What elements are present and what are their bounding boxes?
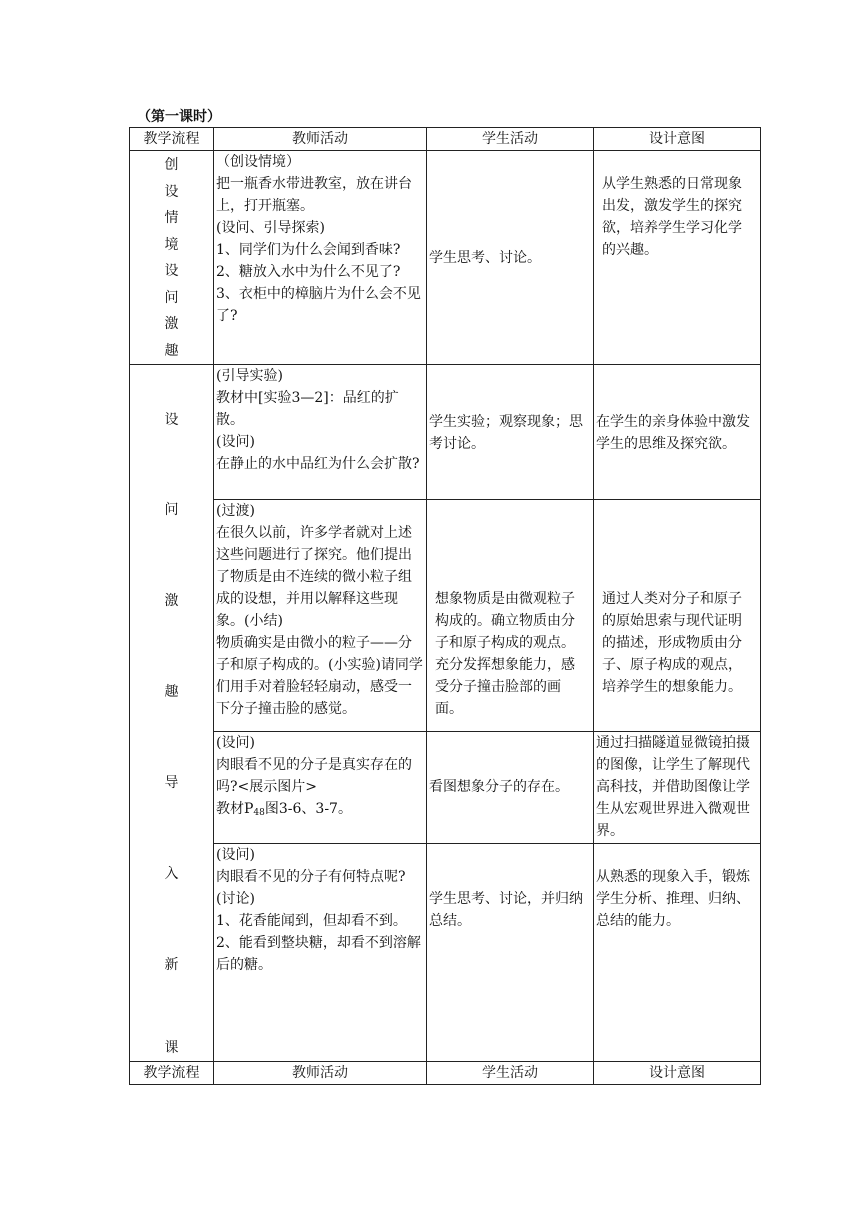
teacher-activity-cell bbox=[214, 151, 427, 365]
teacher-line: (设问、引导探索) bbox=[216, 220, 325, 236]
header-flow: 教学流程 bbox=[130, 128, 214, 151]
table-row bbox=[130, 365, 761, 500]
teacher-activity-cell bbox=[214, 365, 427, 500]
flow-char: 新 bbox=[164, 957, 179, 973]
teacher-activity-cell bbox=[214, 844, 427, 1062]
teacher-line: 2、糖放入水中为什么不见了? bbox=[216, 264, 401, 280]
flow-char: 创 bbox=[164, 157, 179, 173]
table-row bbox=[130, 732, 761, 844]
teacher-line: 教材中[实验3—2]：品红的扩散。 bbox=[216, 390, 399, 428]
header-design-intent: 设计意图 bbox=[594, 128, 761, 151]
teacher-line: (设问) bbox=[216, 847, 255, 863]
header-teacher-activity: 教师活动 bbox=[214, 128, 427, 151]
flow-char: 情 bbox=[164, 210, 179, 226]
flow-char: 设 bbox=[164, 183, 179, 200]
flow-char: 导 bbox=[164, 775, 179, 791]
design-text: 从学生熟悉的日常现象出发，激发学生的探究欲，培养学生学习化学的兴趣。 bbox=[602, 176, 742, 258]
student-activity-cell bbox=[427, 732, 594, 844]
flow-char: 问 bbox=[164, 502, 179, 518]
header-student-activity: 学生活动 bbox=[427, 128, 594, 151]
flow-char: 激 bbox=[164, 316, 179, 332]
teacher-line: 2、能看到整块糖，却看不到溶解后的糖。 bbox=[216, 935, 421, 973]
lesson-plan-table bbox=[129, 127, 761, 1085]
teacher-line-suffix: 图3-6、3-7。 bbox=[264, 801, 352, 817]
teacher-line: 肉眼看不见的分子是真实存在的吗?<展示图片> bbox=[216, 757, 412, 795]
flow-char: 境 bbox=[164, 236, 179, 253]
footer-teacher-activity: 教师活动 bbox=[214, 1062, 427, 1085]
table-row bbox=[130, 844, 761, 1062]
student-activity-cell bbox=[427, 844, 594, 1062]
table-row bbox=[130, 500, 761, 732]
design-intent-cell bbox=[594, 732, 761, 844]
teacher-line: 1、花香能闻到，但却看不到。 bbox=[216, 913, 407, 929]
footer-student-activity: 学生活动 bbox=[427, 1062, 594, 1085]
student-activity-cell bbox=[427, 151, 594, 365]
teacher-line: (讨论) bbox=[216, 891, 255, 907]
flow-char: 设 bbox=[164, 412, 179, 428]
student-text: 学生实验；观察现象；思考讨论。 bbox=[429, 414, 583, 452]
teacher-line: （创设情境） bbox=[216, 154, 300, 170]
teacher-line: (设问) bbox=[216, 735, 255, 751]
teacher-line: (过渡) bbox=[216, 503, 255, 519]
teacher-activity-cell bbox=[214, 500, 427, 732]
teacher-line: 肉眼看不见的分子有何特点呢? bbox=[216, 869, 406, 885]
teacher-line bbox=[216, 798, 424, 824]
student-activity-cell bbox=[427, 500, 594, 732]
teacher-line: 3、衣柜中的樟脑片为什么会不见了? bbox=[216, 286, 421, 324]
student-text: 学生思考、讨论。 bbox=[429, 249, 541, 266]
flow-char: 入 bbox=[164, 866, 179, 882]
design-intent-cell bbox=[594, 500, 761, 732]
design-intent-cell bbox=[594, 844, 761, 1062]
student-text: 看图想象分子的存在。 bbox=[429, 779, 569, 795]
teacher-line-prefix: 教材P bbox=[216, 801, 254, 817]
flow-char: 趣 bbox=[164, 342, 179, 359]
design-text: 通过扫描隧道显微镜拍摄的图像，让学生了解现代高科技，并借助图像让学生从宏观世界进入微观世界。 bbox=[596, 735, 750, 839]
flow-char: 设 bbox=[164, 263, 179, 279]
lesson-period-caption: （第一课时） bbox=[137, 109, 221, 125]
flow-char: 课 bbox=[164, 1040, 179, 1056]
teacher-line: (设问) bbox=[216, 434, 255, 450]
table-header-row bbox=[130, 128, 761, 151]
table-footer-row bbox=[130, 1062, 761, 1085]
teacher-line: (引导实验) bbox=[216, 368, 283, 384]
design-intent-cell bbox=[594, 365, 761, 500]
design-intent-cell bbox=[594, 151, 761, 365]
table-row bbox=[130, 151, 761, 365]
student-text: 学生思考、讨论，并归纳总结。 bbox=[429, 891, 583, 929]
flow-cell-section1 bbox=[130, 151, 214, 365]
design-text: 从熟悉的现象入手，锻炼学生分析、推理、归纳、总结的能力。 bbox=[596, 869, 750, 929]
teacher-line: 1、同学们为什么会闻到香味? bbox=[216, 242, 401, 258]
flow-cell-section2 bbox=[130, 365, 214, 1062]
student-text: 想象物质是由微观粒子构成的。确立物质由分子和原子构成的观点。充分发挥想象能力，感受分子撞击脸部的画面。 bbox=[435, 591, 575, 717]
footer-flow: 教学流程 bbox=[130, 1062, 214, 1085]
teacher-line: 物质确实是由微小的粒子——分子和原子构成的。(小实验)请同学们用手对着脸轻轻扇动，感受一下分子撞击脸的感觉。 bbox=[216, 635, 423, 717]
teacher-activity-cell bbox=[214, 732, 427, 844]
teacher-line: 把一瓶香水带进教室，放在讲台上，打开瓶塞。 bbox=[216, 176, 412, 214]
design-text: 在学生的亲身体验中激发学生的思维及探究欲。 bbox=[596, 414, 750, 452]
design-text: 通过人类对分子和原子的原始思索与现代证明的描述，形成物质由分子、原子构成的观点，培养学生的想象能力。 bbox=[602, 591, 742, 695]
flow-char: 趣 bbox=[164, 684, 179, 700]
flow-char: 激 bbox=[164, 593, 179, 609]
student-activity-cell bbox=[427, 365, 594, 500]
teacher-line: 在很久以前，许多学者就对上述这些问题进行了探究。他们提出了物质是由不连续的微小粒子组成的设想，并用以解释这些现象。(小结) bbox=[216, 525, 412, 629]
page-subscript: 48 bbox=[253, 808, 265, 818]
teacher-line: 在静止的水中品红为什么会扩散? bbox=[216, 456, 420, 472]
flow-char: 问 bbox=[164, 289, 179, 306]
footer-design-intent: 设计意图 bbox=[594, 1062, 761, 1085]
